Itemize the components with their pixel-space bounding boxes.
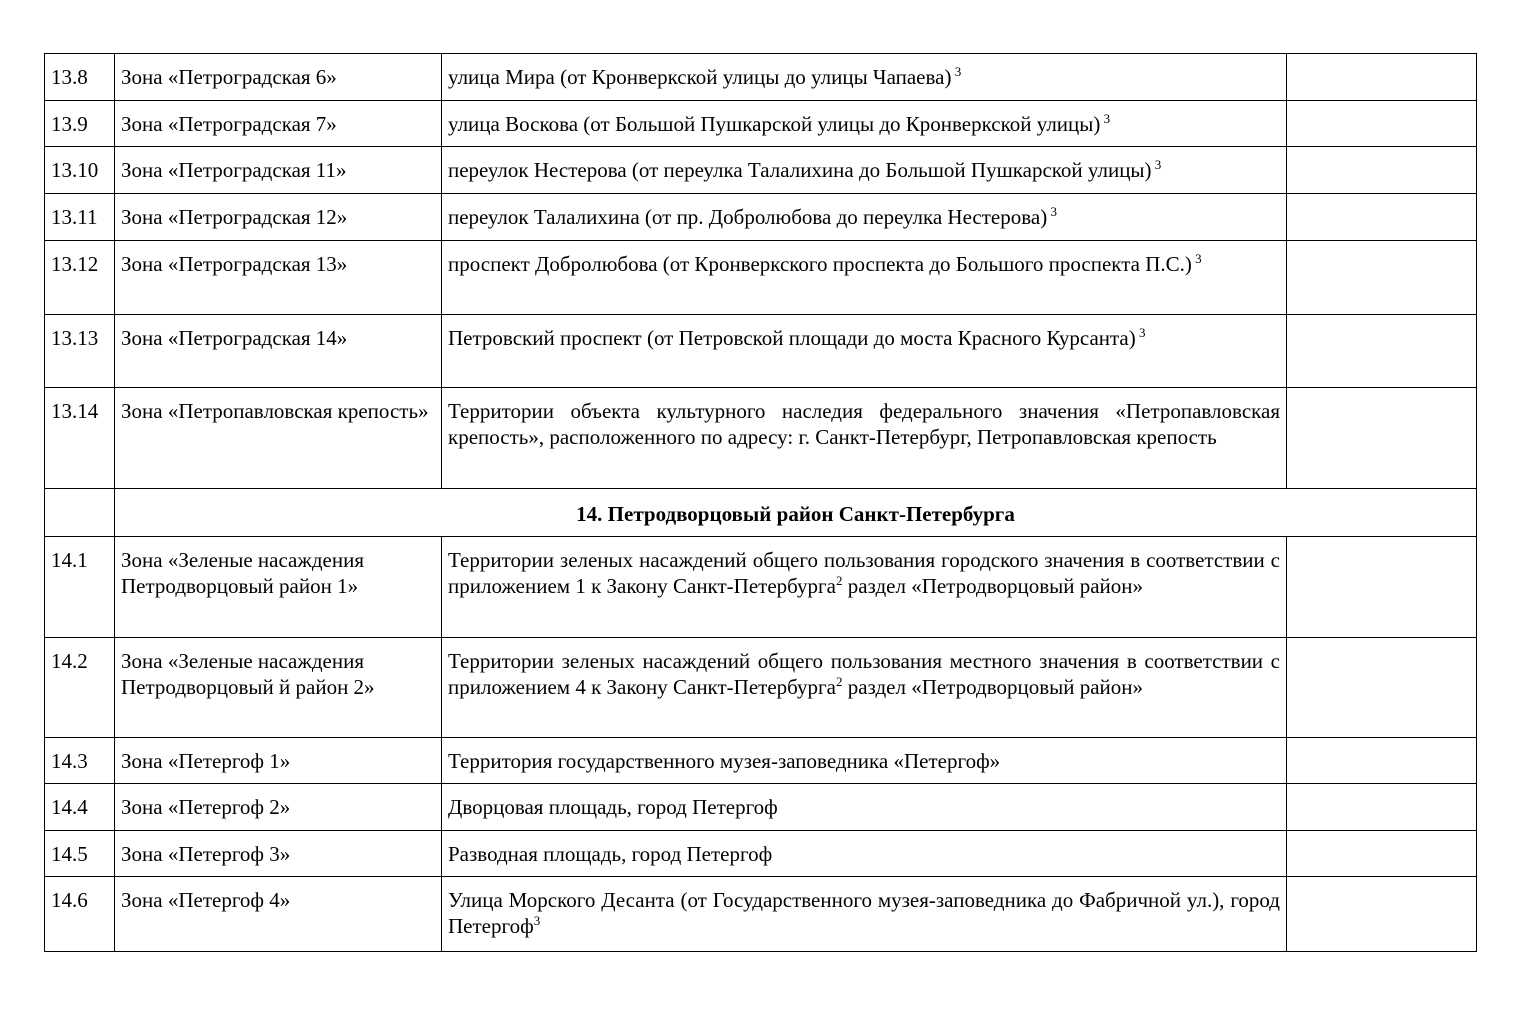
zone-description xyxy=(442,877,1287,952)
description-text: Разводная площадь, город Петергоф xyxy=(448,842,773,866)
zone-name: Зона «Петроградская 6» xyxy=(115,54,442,101)
description-tail: раздел «Петродворцовый район» xyxy=(842,574,1144,598)
description-tail: раздел «Петродворцовый район» xyxy=(842,675,1144,699)
zone-description xyxy=(442,831,1287,877)
empty-cell xyxy=(1287,194,1477,241)
table-row xyxy=(45,147,1477,194)
row-number: 13.9 xyxy=(45,101,115,147)
row-number: 14.2 xyxy=(45,638,115,738)
table-row xyxy=(45,537,1477,638)
zone-name: Зона «Петергоф 4» xyxy=(115,877,442,952)
footnote-marker: 3 xyxy=(951,64,962,79)
footnote-marker: 2 xyxy=(835,674,843,689)
description-text: переулок Талалихина (от пр. Добролюбова до переулка Нестерова) xyxy=(448,205,1048,229)
section-title: 14. Петродворцовый район Санкт-Петербурга xyxy=(115,489,1477,537)
footnote-marker: 3 xyxy=(1151,157,1162,172)
zone-description xyxy=(442,194,1287,241)
zone-description xyxy=(442,241,1287,315)
zone-description xyxy=(442,537,1287,638)
empty-cell xyxy=(1287,54,1477,101)
zone-name: Зона «Петроградская 12» xyxy=(115,194,442,241)
row-number: 14.3 xyxy=(45,738,115,784)
row-number: 14.4 xyxy=(45,784,115,831)
table-row xyxy=(45,241,1477,315)
zone-description xyxy=(442,101,1287,147)
zone-name: Зона «Петропавловская крепость» xyxy=(115,388,442,489)
empty-cell xyxy=(1287,101,1477,147)
row-number: 14.5 xyxy=(45,831,115,877)
table-row xyxy=(45,101,1477,147)
description-text: Петровский проспект (от Петровской площади до моста Красного Курсанта) xyxy=(448,326,1136,350)
footnote-marker: 3 xyxy=(1047,204,1057,219)
table-row xyxy=(45,54,1477,101)
description-text: Территории объекта культурного наследия федерального значения «Петропавловская крепость», расположенного по адресу: г. Санкт-Петербург, Петропавловская крепость xyxy=(448,399,1280,449)
description-text: переулок Нестерова (от переулка Талалихина до Большой Пушкарской улицы) xyxy=(448,158,1152,182)
zones-table-body xyxy=(45,54,1477,952)
table-row xyxy=(45,784,1477,831)
description-text: проспект Добролюбова (от Кронверкского проспекта до Большого проспекта П.С.) xyxy=(448,252,1192,276)
empty-cell xyxy=(1287,784,1477,831)
zone-description xyxy=(442,147,1287,194)
table-row xyxy=(45,388,1477,489)
row-number: 13.10 xyxy=(45,147,115,194)
zone-name: Зона «Петроградская 7» xyxy=(115,101,442,147)
footnote-marker: 3 xyxy=(1135,325,1146,340)
row-number: 14.6 xyxy=(45,877,115,952)
empty-cell xyxy=(1287,537,1477,638)
empty-cell xyxy=(1287,241,1477,315)
empty-cell xyxy=(1287,877,1477,952)
footnote-marker: 3 xyxy=(1191,251,1202,266)
zone-description xyxy=(442,638,1287,738)
empty-cell xyxy=(1287,388,1477,489)
empty-cell xyxy=(1287,315,1477,388)
zone-description xyxy=(442,738,1287,784)
zone-name: Зона «Петроградская 11» xyxy=(115,147,442,194)
description-text: Территории зеленых насаждений общего пользования городского значения в соответствии с приложением 1 к Закону Санкт-Петербурга xyxy=(448,548,1280,598)
description-text: Дворцовая площадь, город Петергоф xyxy=(448,795,778,819)
zone-name: Зона «Зеленые насаждения Петродворцовый й район 2» xyxy=(115,638,442,738)
table-row xyxy=(45,738,1477,784)
zone-name: Зона «Петроградская 13» xyxy=(115,241,442,315)
zone-name: Зона «Петергоф 3» xyxy=(115,831,442,877)
empty-cell xyxy=(1287,638,1477,738)
zone-name: Зона «Зеленые насаждения Петродворцовый район 1» xyxy=(115,537,442,638)
footnote-marker: 3 xyxy=(1100,111,1111,126)
description-text: Территория государственного музея-заповедника «Петергоф» xyxy=(448,749,1001,773)
zone-description xyxy=(442,54,1287,101)
table-row xyxy=(45,638,1477,738)
footnote-marker: 3 xyxy=(533,913,541,928)
row-number: 13.14 xyxy=(45,388,115,489)
description-text: улица Мира (от Кронверкской улицы до улицы Чапаева) xyxy=(448,65,952,89)
zones-table xyxy=(44,53,1477,952)
row-number: 13.12 xyxy=(45,241,115,315)
table-row xyxy=(45,194,1477,241)
table-row xyxy=(45,831,1477,877)
empty-cell xyxy=(1287,147,1477,194)
empty-cell xyxy=(1287,738,1477,784)
description-text: Территории зеленых насаждений общего пользования местного значения в соответствии с приложением 4 к Закону Санкт-Петербурга xyxy=(448,649,1280,699)
zone-name: Зона «Петроградская 14» xyxy=(115,315,442,388)
description-text: улица Воскова (от Большой Пушкарской улицы до Кронверкской улицы) xyxy=(448,112,1101,136)
row-number: 14.1 xyxy=(45,537,115,638)
section-number-cell xyxy=(45,489,115,537)
footnote-marker: 2 xyxy=(835,573,843,588)
zone-description xyxy=(442,388,1287,489)
empty-cell xyxy=(1287,831,1477,877)
row-number: 13.11 xyxy=(45,194,115,241)
table-row xyxy=(45,315,1477,388)
row-number: 13.8 xyxy=(45,54,115,101)
description-text: Улица Морского Десанта (от Государственного музея-заповедника до Фабричной ул.), город Петергоф xyxy=(448,888,1280,938)
zone-description xyxy=(442,784,1287,831)
table-row xyxy=(45,877,1477,952)
section-header-row xyxy=(45,489,1477,537)
zone-description xyxy=(442,315,1287,388)
zone-name: Зона «Петергоф 2» xyxy=(115,784,442,831)
row-number: 13.13 xyxy=(45,315,115,388)
zone-name: Зона «Петергоф 1» xyxy=(115,738,442,784)
